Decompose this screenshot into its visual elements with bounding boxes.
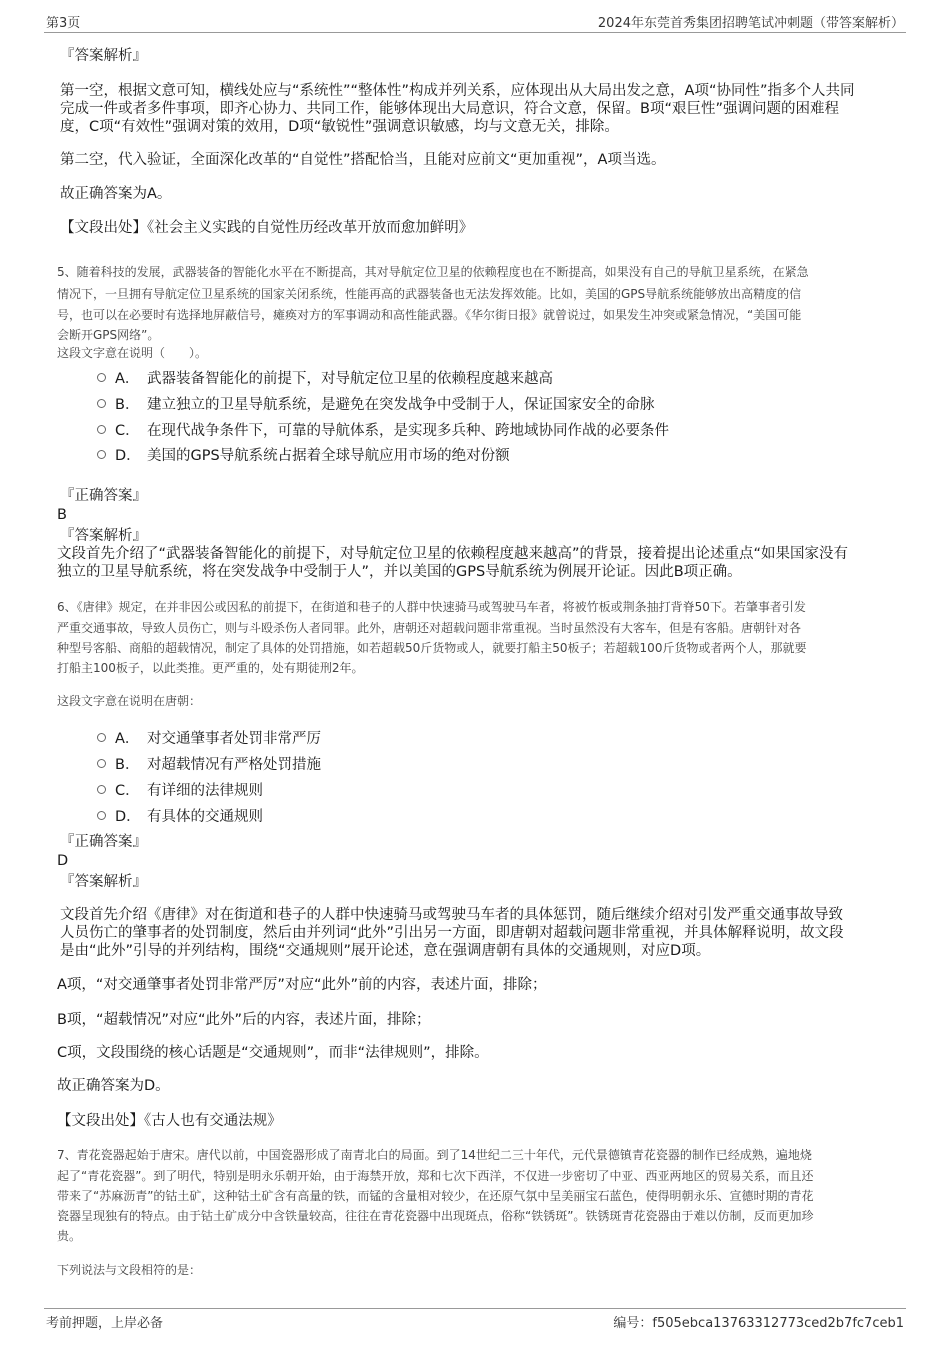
radio-icon[interactable] [97,373,106,382]
q6-note-a: A项，“对交通肇事者处罚非常严厉”对应“此外”前的内容，表述片面，排除； [57,977,547,993]
q4-analysis-line: 度，C项“有效性”强调对策的效用，D项“敏锐性”强调意识敏感，均与文意无关，排除。 [60,119,619,135]
q6-analysis-line: 是由“此外”引导的并列结构，围绕“交通规则”展开论述，意在强调唐朝有具体的交通规则，对应D项。 [60,943,711,959]
q4-analysis-line: 第一空，根据文意可知，横线处应与“系统性”“整体性”构成并列关系，应体现出从大局出发之意，A项“协同性”指多个人共同 [60,83,855,99]
q6-analysis-line: 文段首先介绍《唐律》对在街道和巷子的人群中快速骑马或驾驶马车者的具体惩罚，随后继续介绍对引发严重交通事故导致 [60,907,843,923]
q5-analysis-line: 文段首先介绍了“武器装备智能化的前提下，对导航定位卫星的依赖程度越来越高”的背景，接着提出论述重点“如果国家没有 [57,546,849,562]
q5-stem-line: 情况下，一旦拥有导航定位卫星系统的国家关闭系统，性能再高的武器装备也无法发挥效能。比如，美国的GPS导航系统能够放出高精度的信 [57,287,802,301]
option-text: 武器装备智能化的前提下，对导航定位卫星的依赖程度越来越高 [147,371,553,387]
q6-option-b[interactable] [97,753,321,774]
q5-analysis-title: 『答案解析』 [60,528,147,544]
option-letter: D． [115,809,141,825]
option-text: 美国的GPS导航系统占据着全球导航应用市场的绝对份额 [147,448,510,464]
q5-stem-line: 会断开GPS网络”。 [57,328,160,342]
option-letter: B． [115,397,140,413]
q7-stem-line: 贵。 [57,1229,82,1243]
q7-stem-line: 瓷器呈现独有的特点。由于钴土矿成分中含铁量较高，往往在青花瓷器中出现斑点，俗称“铁锈斑”。铁锈斑青花瓷器由于难以仿制，反而更加珍 [57,1209,814,1223]
q7-question: 下列说法与文段相符的是： [57,1263,202,1277]
q7-stem-line: 起了“青花瓷器”。到了明代，特别是明永乐朝开始，由于海禁开放，郑和七次下西洋，不仅进一步密切了中亚、西亚两地区的贸易关系，而且还 [57,1169,814,1183]
q4-analysis-para2: 第二空，代入验证，全面深化改革的“自觉性”搭配恰当，且能对应前文“更加重视”，A项当选。 [60,152,666,168]
q6-option-d[interactable] [97,805,263,826]
q7-stem-line: 带来了“苏麻沥青”的钴土矿，这种钴土矿含有高量的铁，而锰的含量相对较少，在还原气氛中呈美丽宝石蓝色，使得明朝永乐、宣德时期的青花 [57,1189,814,1203]
option-text: 有具体的交通规则 [147,809,263,825]
option-text: 建立独立的卫星导航系统，是避免在突发战争中受制于人，保证国家安全的命脉 [147,397,655,413]
q5-analysis-line: 独立的卫星导航系统，将在突发战争中受制于人”，并以美国的GPS导航系统为例展开论证。因此B项正确。 [57,564,742,580]
radio-icon[interactable] [97,399,106,408]
option-letter: D． [115,448,141,464]
option-text: 在现代战争条件下，可靠的导航体系，是实现多兵种、跨地域协同作战的必要条件 [147,423,669,439]
q4-analysis-line: 完成一件或者多件事项，即齐心协力、共同工作，能够体现出大局意识，符合文意，保留。B项“艰巨性”强调问题的困难程 [60,101,839,117]
q6-analysis-line: 人员伤亡的肇事者的处罚制度，然后由并列词“此外”引出另一方面，即唐朝对超载问题非常重视，并具体解释说明，故文段 [60,925,844,941]
q6-note-b: B项，“超载情况”对应“此外”后的内容，表述片面，排除； [57,1012,431,1028]
q6-conclusion: 故正确答案为D。 [57,1078,170,1094]
footer-slogan: 考前押题，上岸必备 [46,1316,164,1331]
q7-stem-line: 7、青花瓷器起始于唐宋。唐代以前，中国瓷器形成了南青北白的局面。到了14世纪二三十年代，元代景德镇青花瓷器的制作已经成熟，遍地烧 [57,1148,812,1162]
q6-stem-line: 6、《唐律》规定，在并非因公或因私的前提下，在街道和巷子的人群中快速骑马或驾驶马车者，将被竹板或荆条抽打背脊50下。若肇事者引发 [57,600,806,614]
option-text: 对超载情况有严格处罚措施 [147,757,321,773]
q6-stem-line: 打船主100板子，以此类推。更严重的，处有期徒刑2年。 [57,661,364,675]
q5-stem-line: 号，也可以在必要时有选择地屏蔽信号，瘫痪对方的军事调动和高性能武器。《华尔街日报》就曾说过，如果发生冲突或紧急情况，“美国可能 [57,308,802,322]
q6-analysis-title: 『答案解析』 [60,874,147,890]
document-code: 编号：f505ebca13763312773ced2b7fc7ceb1 [613,1316,904,1331]
q5-answer: B [57,507,67,523]
radio-icon[interactable] [97,733,106,742]
q5-option-d[interactable] [97,444,510,465]
q5-answer-title: 『正确答案』 [60,488,147,504]
q4-conclusion: 故正确答案为A。 [60,186,172,202]
option-letter: A． [115,371,140,387]
radio-icon[interactable] [97,450,106,459]
radio-icon[interactable] [97,785,106,794]
q5-stem-line: 5、随着科技的发展，武器装备的智能化水平在不断提高，其对导航定位卫星的依赖程度也在不断提高，如果没有自己的导航卫星系统，在紧急 [57,265,809,279]
option-letter: C． [115,783,140,799]
document-title: 2024年东莞首秀集团招聘笔试冲刺题（带答案解析） [597,16,904,31]
radio-icon[interactable] [97,759,106,768]
q6-stem-line: 严重交通事故，导致人员伤亡，则与斗殴杀伤人者同罪。此外，唐朝还对超载问题非常重视。当时虽然没有大客车，但是有客船。唐朝针对各 [57,621,802,635]
q6-answer: D [57,853,69,869]
option-letter: A． [115,731,140,747]
q6-option-a[interactable] [97,727,321,748]
header-divider [44,32,906,33]
q4-source: 【文段出处】《社会主义实践的自觉性历经改革开放而愈加鲜明》 [60,220,474,236]
q4-analysis-title: 『答案解析』 [60,48,147,64]
q5-option-b[interactable] [97,393,655,414]
q5-option-a[interactable] [97,367,553,388]
q6-note-c: C项，文段围绕的核心话题是“交通规则”，而非“法律规则”，排除。 [57,1045,489,1061]
q6-stem-line: 种型号客船、商船的超载情况，制定了具体的处罚措施，如若超载50斤货物或人，就要打船主50板子；若超载100斤货物或者两个人，那就要 [57,641,807,655]
option-text: 有详细的法律规则 [147,783,263,799]
q5-option-c[interactable] [97,419,669,440]
q5-question: 这段文字意在说明（ ）。 [57,346,208,360]
q6-option-c[interactable] [97,779,263,800]
footer-divider [44,1308,906,1309]
option-letter: C． [115,423,140,439]
page-number: 第3页 [46,16,81,31]
q6-answer-title: 『正确答案』 [60,834,147,850]
radio-icon[interactable] [97,425,106,434]
q6-question: 这段文字意在说明在唐朝： [57,694,202,708]
radio-icon[interactable] [97,811,106,820]
option-letter: B． [115,757,140,773]
option-text: 对交通肇事者处罚非常严厉 [147,731,321,747]
q6-source: 【文段出处】《古人也有交通法规》 [57,1113,282,1129]
